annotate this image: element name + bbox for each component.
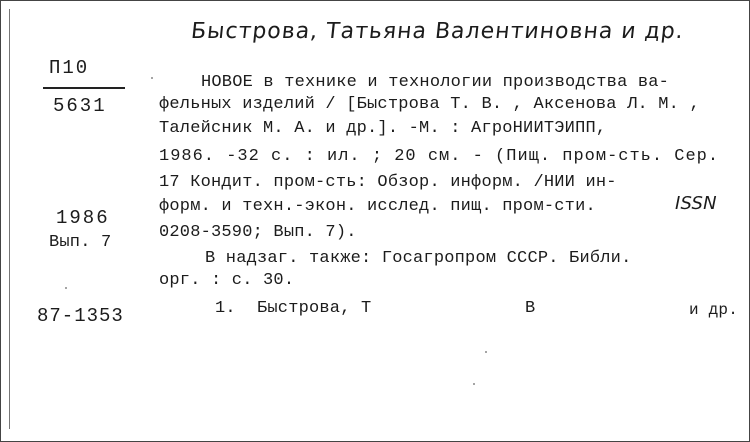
card-left-edge-line — [9, 9, 10, 429]
scan-speck — [151, 77, 153, 79]
tracing-number: 1. — [215, 299, 236, 318]
body-line-3: Талейсник М. А. и др.]. -М. : АгроНИИТЭИПП, — [159, 119, 607, 138]
issue-label: Вып. 7 — [49, 233, 112, 252]
tracing-initial: В — [525, 299, 536, 318]
handwritten-heading: Быстрова, Татьяна Валентиновна и др. — [189, 19, 686, 44]
body-line-2: фельных изделий / [Быстрова Т. В. , Аксенова Л. М. , — [159, 95, 700, 114]
note-line-2: орг. : с. 30. — [159, 271, 295, 290]
body-line-6: форм. и техн.-экон. исслед. пищ. пром-сти. — [159, 197, 596, 216]
body-line-7: 0208-3590; Вып. 7). — [159, 223, 357, 242]
body-line-1: НОВОЕ в технике и технологии производства ва- — [201, 73, 670, 92]
scan-speck — [65, 287, 67, 289]
year-label: 1986 — [56, 207, 110, 229]
shelf-code: П10 — [49, 57, 90, 79]
body-line-4: 1986. -32 с. : ил. ; 20 см. - (Пищ. пром-сть. Сер. — [159, 147, 720, 166]
scan-speck — [485, 351, 487, 353]
tracing-etc: и др. — [689, 301, 739, 319]
body-line-5: 17 Кондит. пром-сть: Обзор. информ. /НИИ ин- — [159, 173, 617, 192]
scan-speck — [473, 383, 475, 385]
accession-number: 87-1353 — [37, 305, 124, 327]
shelf-divider-rule — [43, 87, 125, 89]
tracing-name: Быстрова, Т — [257, 299, 372, 318]
shelf-number: 5631 — [53, 95, 107, 117]
issn-handwritten: ISSN — [675, 193, 717, 214]
note-line-1: В надзаг. также: Госагропром СССР. Библи. — [205, 249, 632, 268]
